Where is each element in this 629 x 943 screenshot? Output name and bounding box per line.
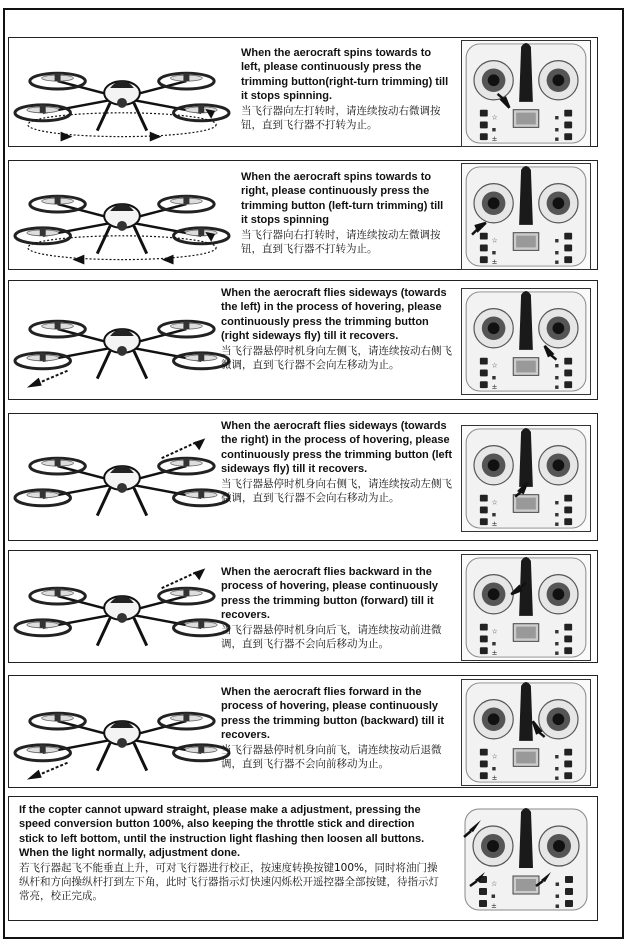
svg-text:▪: ▪ [554,649,560,658]
svg-text:±: ± [491,382,498,391]
svg-text:▪: ▪ [491,639,497,648]
calibration-text [19,803,439,903]
svg-text:±: ± [491,902,497,910]
instruction-chinese: 当飞行器向左打转时，请连续按动右微调按钮，直到飞行器不打转为止。 [241,104,441,131]
svg-text:☆: ☆ [491,361,498,370]
svg-text:▪: ▪ [554,627,560,636]
svg-text:▪: ▪ [554,498,560,507]
instruction-panel [8,280,598,400]
remote-controller-illustration [461,163,591,270]
svg-text:±: ± [491,134,498,143]
svg-text:±: ± [491,519,498,528]
drone-illustration [13,683,231,783]
calibration-english: If the copter cannot upward straight, please make a adjustment, pressing the speed conversion button 100%, also keeping the throttle stick and direction stick to left bottom, until the instruction light flashing then loosen all buttons. When the light normally, adjustment done. [19,804,425,860]
svg-text:▪: ▪ [491,892,496,900]
instruction-panel [8,37,598,147]
instruction-chinese: 当飞行器悬停时机身向左侧飞，请连续按动右侧飞微调，直到飞行器不会向左移动为止。 [221,344,452,371]
calibration-chinese: 若飞行器起飞不能垂直上升，可对飞行器进行校正，按速度转换按键100%，同时将油门操纵杆和方向操纵杆打到左下角，此时飞行器指示灯快速闪烁松开遥控器全部按键，待指示灯常亮，校正完成。 [19,861,439,902]
svg-text:☆: ☆ [491,113,498,122]
calibration-panel [8,796,598,921]
svg-text:▪: ▪ [554,134,560,143]
svg-text:▪: ▪ [554,236,560,245]
drone-illustration [13,43,231,143]
svg-text:±: ± [491,649,498,658]
svg-text:▪: ▪ [491,124,497,133]
drone-illustration [13,166,231,266]
drone-illustration [13,428,231,528]
svg-text:☆: ☆ [491,880,498,888]
svg-text:☆: ☆ [491,752,498,761]
svg-text:▪: ▪ [491,764,497,773]
instruction-english: When the aerocraft spins towards to left, please continuously press the trimming button(right-turn trimming) till it stops spinning. [241,47,449,103]
svg-text:▪: ▪ [554,519,560,528]
svg-text:±: ± [491,257,498,266]
instruction-text [221,286,453,372]
drone-illustration [13,291,231,391]
instruction-chinese: 当飞行器悬停时机身向前飞，请连续按动后退微调，直到飞行器不会向前移动为止。 [221,743,442,770]
remote-controller-illustration [461,288,591,395]
svg-text:▪: ▪ [555,902,560,910]
remote-controller-illustration [461,806,591,913]
svg-text:▪: ▪ [554,774,560,783]
remote-controller-illustration [461,40,591,147]
instruction-english: When the aerocraft flies forward in the process of hovering, please continuously press the trimming button (backward) till it recovers. [221,686,445,742]
svg-text:▪: ▪ [491,509,497,518]
svg-text:▪: ▪ [555,892,560,900]
instruction-text [241,46,453,132]
drone-illustration [13,558,231,658]
instruction-text [221,419,453,505]
svg-text:▪: ▪ [554,113,560,122]
svg-text:☆: ☆ [491,498,498,507]
svg-text:▪: ▪ [555,880,560,888]
instruction-chinese: 当飞行器悬停时机身向右侧飞，请连续按动左侧飞微调，直到飞行器不会向右移动为止。 [221,477,452,504]
svg-text:▪: ▪ [491,247,497,256]
svg-text:▪: ▪ [554,257,560,266]
instruction-english: When the aerocraft flies sideways (towards the right) in the process of hovering, please continuously press the trimming button (left sideways fly) till it recovers. [221,420,452,476]
svg-text:▪: ▪ [554,382,560,391]
instruction-panel [8,550,598,663]
svg-text:☆: ☆ [491,236,498,245]
instruction-english: When the aerocraft flies backward in the process of hovering, please continuously press the trimming button (forward) till it recovers. [221,566,438,622]
svg-text:☆: ☆ [491,627,498,636]
remote-controller-illustration [461,679,591,786]
instruction-panel [8,160,598,270]
instruction-english: When the aerocraft spins towards to right, please continuously press the trimming button (left-turn trimming) till it stops spinning [241,171,444,227]
svg-text:▪: ▪ [554,752,560,761]
svg-text:▪: ▪ [554,764,560,773]
instruction-english: When the aerocraft flies sideways (towards the left) in the process of hovering, please continuously press the trimming button (right sideways fly) till it recovers. [221,287,447,343]
instruction-chinese: 当飞行器悬停时机身向后飞，请连续按动前进微调，直到飞行器不会向后移动为止。 [221,623,442,650]
instruction-chinese: 当飞行器向右打转时，请连续按动左微调按钮，直到飞行器不打转为止。 [241,228,441,255]
svg-text:▪: ▪ [554,509,560,518]
svg-text:▪: ▪ [554,247,560,256]
instruction-panel [8,413,598,541]
remote-controller-illustration [461,554,591,661]
remote-controller-illustration [461,425,591,532]
svg-text:▪: ▪ [554,361,560,370]
instruction-text [241,170,453,256]
instruction-panel [8,675,598,788]
instruction-text [221,685,453,771]
instruction-text [221,565,453,651]
svg-text:▪: ▪ [554,372,560,381]
svg-text:±: ± [491,774,498,783]
svg-text:▪: ▪ [554,124,560,133]
svg-text:▪: ▪ [491,372,497,381]
svg-text:▪: ▪ [554,639,560,648]
